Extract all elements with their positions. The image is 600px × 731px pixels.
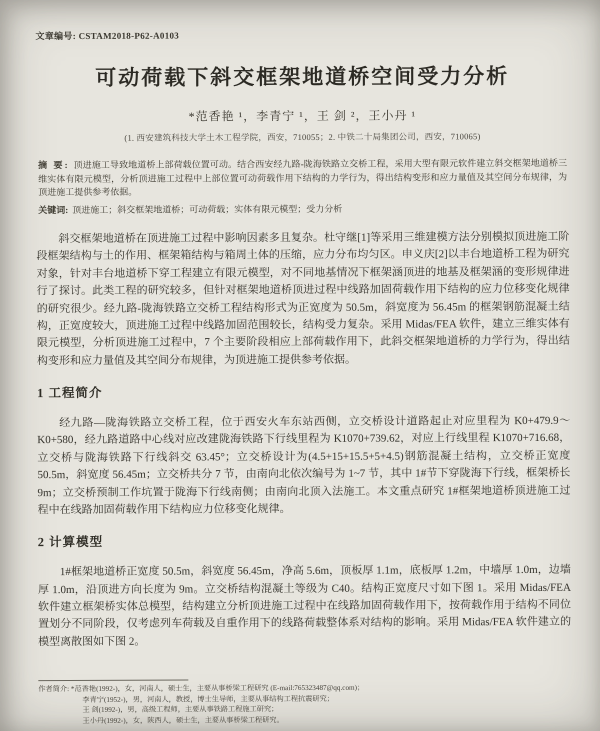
footnote-line-author-2: 李青宁(1952-)，男，河南人，教授，博士生导师，主要从事结构工程抗震研究； bbox=[82, 694, 334, 704]
section-2-paragraph: 1#框架地道桥正宽度 50.5m，斜宽度 56.45m，净高 5.6m，顶板厚 1.1m，底板厚 1.2m，中墙厚 1.0m，边墙厚 1.0m，沿顶进方向长度为 9m。立交桥结构混凝土等级为 C40。结构正宽度尺寸如下图 1。采用 Midas/FEA 软件建立框架桥实体总模型，结构建立分析顶进施工过程中在线路加固荷载作用下，按荷载作用于结构不同位置划分不同阶段，仅考虑列车荷载及自重作用下的线路荷载整体系对结构的影响。采用 Midas/FEA 软件建立的模型离散图如下图 2。 bbox=[37, 564, 572, 648]
footnote-separator bbox=[38, 680, 188, 682]
section-1-heading: 1 工程简介 bbox=[37, 385, 103, 401]
affiliation-line: (1. 西安建筑科技大学土木工程学院，西安，710055；2. 中铁二十局集团公司，西安，710065) bbox=[124, 131, 481, 143]
keywords-text: 顶进施工；斜交框架地道桥；可动荷载；实体有限元模型；受力分析 bbox=[72, 203, 343, 215]
footnote-line-author-3: 王 剑(1992-)，男，高级工程师，主要从事铁路工程施工研究； bbox=[82, 705, 279, 715]
abstract-block bbox=[36, 157, 569, 200]
keywords-block bbox=[36, 201, 569, 217]
intro-paragraph: 斜交框架地道桥在顶进施工过程中影响因素多且复杂。杜守继[1]等采用三维建模方法分别模拟顶进施工阶段框架结构与土的作用、框架箱结构与箱周土体的压缩，应力分布均匀区。申义庆[2]以丰台地道桥工程为研究对象，针对丰台地道桥下穿工程建立有限元模型，对不同地基情况下框架涵顶进的地基及框架涵的变形规律进行了探讨。此类工程的研究较多，但针对框架地道桥顶进过程中线路加固荷载作用下结构的应力位移变化规律的研究很少。经九路-陇海铁路立交桥工程结构形式为正宽度为 50.5m，斜宽度为 56.45m 的框架钢筋混凝土结构，正宽度较大，顶进施工过程中线路加固范围较长，结构受力复杂。采用 Midas/FEA 软件，建立三维实体有限元模型，分析顶进施工过程中，7 个主要阶段相应上部荷载作用下，此斜交框架地道桥的力学行为，得出结构变形和应力量值及其空间分布规律，为顶进施工提供参考依据。 bbox=[36, 230, 570, 367]
authors-line: *范香艳 ¹，李青宁 ¹，王 剑 ²，王小丹 ¹ bbox=[188, 108, 417, 124]
section-2-heading: 2 计算模型 bbox=[37, 535, 104, 550]
abstract-text: 顶进施工导致地道桥上部荷载位置可动。结合西安经九路-陇海铁路立交桥工程，采用大型有限元软件建立斜交框架地道桥三维实体有限元模型，分析顶进施工过程中上部位置可动荷载作用下结构的力学行为，得出结构变形和应力量值及其空间分布规律，为顶进施工提供参考依据。 bbox=[38, 157, 568, 198]
footnotes-block bbox=[38, 678, 571, 726]
keywords-label: 关键词: bbox=[38, 204, 69, 215]
article-number: 文章编号: CSTAM2018-P62-A0103 bbox=[35, 30, 180, 42]
page-content bbox=[35, 27, 571, 726]
footnote-line-author-1: 作者简介: *范香艳(1992-)，女，河南人，硕士生，主要从事桥梁工程研究 (E-mail:765323487@qq.com)； bbox=[38, 683, 365, 694]
paper-title: 可动荷载下斜交框架地道桥空间受力分析 bbox=[95, 64, 510, 90]
section-1-paragraph: 经九路—陇海铁路立交桥工程，位于西安火车东站西侧，立交桥设计道路起止对应里程为 K0+479.9～K0+580，经九路道路中心线对应改建陇海铁路下行线里程为 K1070+739.62，对应上行线里程 K1070+716.68，立交桥与陇海铁路下行线斜交 63.45°；立交桥设计为(4.5+15+15.5+5+4.5)钢筋混凝土结构，立交桥正宽度 50.5m，斜宽度 56.45m；立交桥共分 7 节，由南向北依次编号为 1~7 节，其中 1#节下穿陇海下行线，框架桥长 9m；立交桥预制工作坑置于陇海下行线南侧；由南向北顶入法施工。本文重点研究 1#框架地道桥顶进施工过程中在线路加固荷载作用下结构应力位移变化规律。 bbox=[37, 414, 571, 517]
footnote-line-author-4: 王小丹(1992-)，女，陕西人，硕士生，主要从事桥梁工程研究。 bbox=[82, 715, 284, 725]
abstract-label: 摘 要: bbox=[38, 160, 70, 171]
